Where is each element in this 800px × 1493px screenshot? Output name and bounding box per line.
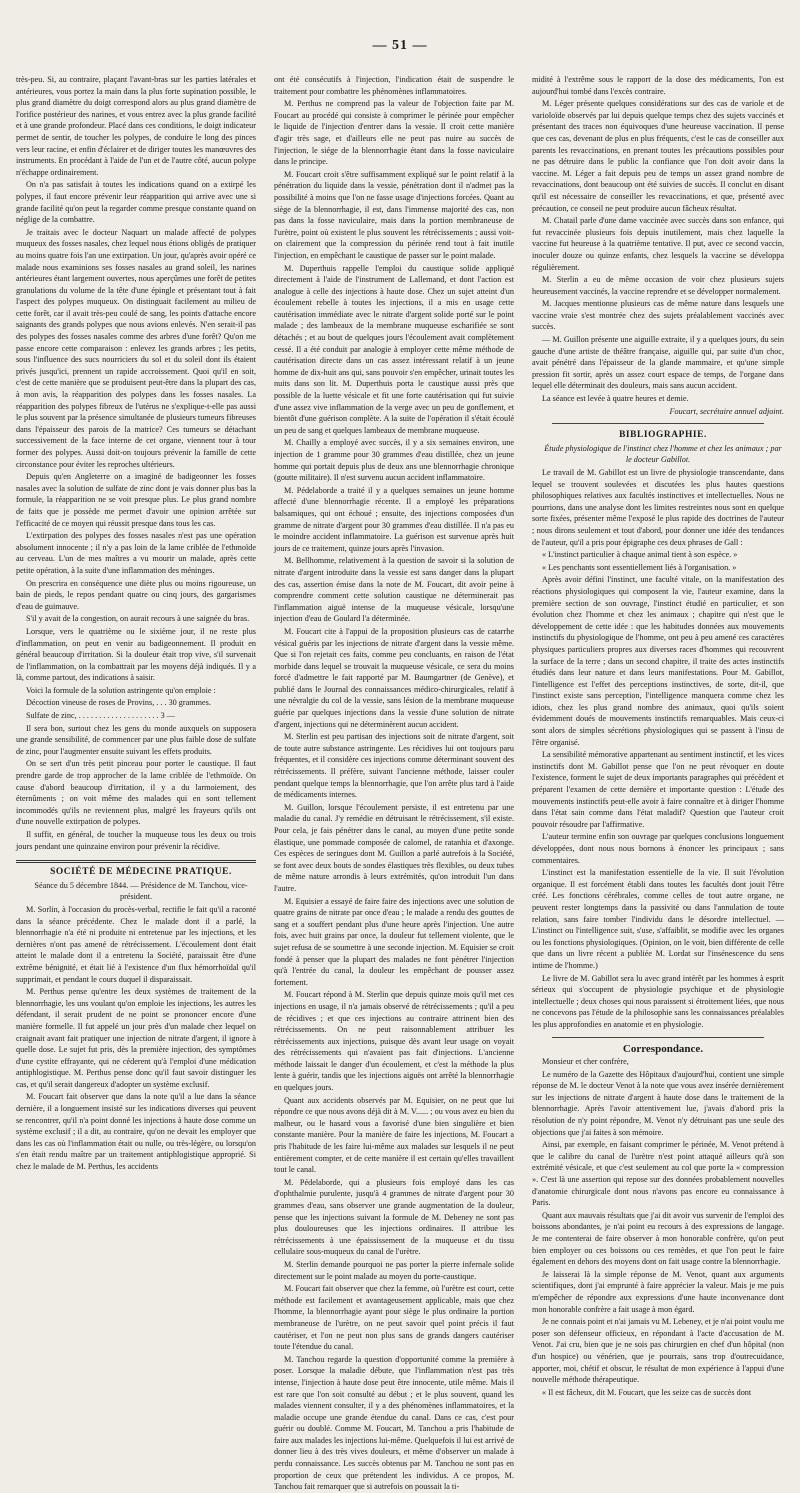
- paragraph: M. Sterlin est peu partisan des injections soit de nitrate d'argent, soit de toute autre substance astringente. Les récidives lui ont toujours paru fréquentes, et il considère ces injections comme déterminant souvent des rétrécissements. Il préfère, suivant l'ancienne méthode, laisser couler pendant quelque temps la blennorrhagie, que l'on arrête plus tard à l'aide de médicaments internes.: [274, 732, 514, 800]
- paragraph: La sensibilité mémorative appartenant au sentiment instinctif, et les vices instinctifs dont M. Gabillot pense que l'on ne peut révoquer en doute l'existence, forment le sujet de deux importants paragraphes qui précèdent et préparent l'examen de cette dernière et importante question : L'étude des mouvements instinctifs peut-elle avoir à faire connaître et à diriger l'homme dans l'état sain comme dans l'état maladif? Question que l'auteur croit pouvoir résoudre par l'affirmative.: [532, 750, 784, 829]
- column-3: [532, 74, 784, 1397]
- quote: « Les penchants sont essentiellement liés à l'organisation. »: [542, 562, 737, 572]
- paragraph: Quant aux accidents observés par M. Equisier, on ne peut que lui répondre ce que nous avons déjà dit à M. V...... ; ou vous avez eu bien du malheur, ou le hasard vous a favorisé d'une bien singulière et bien constante manière. Pour la manière de faire les injections, M. Foucart a pris l'habitude de les faire lui-même aux malades sur lesquels il ne peut entièrement compter, et de cette manière il est certain qu'elles travaillent tout le canal.: [274, 1095, 514, 1175]
- book-title: Étude physiologique de l'instinct chez l'homme et chez les animaux ; par le docteur Gabillot.: [544, 443, 782, 465]
- paragraph: M. Sorlin, à l'occasion du procès-verbal, rectifie le fait qu'il a raconté dans la séance précédente. Chez le malade dont il a parlé, la blennorrhagie n'a été ni produite ni entretenue par les injections, et les dernières n'ont pas amené de rétrécissement. L'écoulement dont était atteint le malade dont il a entretenu la Société, paraissait être d'une extrême bénignité, et était lié à l'existence d'un flux hémorrhoïdal qu'il supprimait, et pendant le cours duquel il disparaissait.: [16, 904, 256, 984]
- formula-line: Décoction vineuse de roses de Provins, . . . 30 grammes.: [26, 698, 211, 708]
- paragraph: M. Foucart fait observer que chez la femme, où l'urètre est court, cette méthode est facilement et avantageusement applicable, mais que chez l'homme, la blennorrhagie ayant pour siège le plus ordinaire la portion membraneuse de l'urètre, on ne peut savoir quel point précis il faut cautériser, et l'on ne peut non plus sans de grands dangers cautériser toute l'étendue du canal.: [274, 1284, 514, 1352]
- paragraph: Le travail de M. Gabillot est un livre de physiologie transcendante, dans lequel se trouvent soulevées et discutées les plus hautes questions philosophiques relatives aux facultés instinctives et intellectuelles. Nous ne pourrions, dans une analyse dont les limites restreintes nous sont en quelque sorte fixées, présenter même l'exposé le plus rapide des doctrines de l'auteur ; nous dirons seulement et tout d'abord, pour donner une idée des tendances de l'auteur, qu'il a pris pour épigraphe ces deux phrases de Gall :: [532, 468, 784, 547]
- page-number: — 51 —: [372, 38, 428, 53]
- paragraph: Le livre de M. Gabillot sera lu avec grand intérêt par les hommes à esprit sérieux qui s'occupent de physiologie psychique et de physiologie intellectuelle ; deux choses qui nous paraissent si étroitement liées, que nous ne concevons pas l'étude de la philosophie sans les connaissances préalables les plus approfondies en anatomie et en physiologie.: [532, 973, 784, 1029]
- paragraph: M. Foucart répond à M. Sterlin que depuis quinze mois qu'il met ces injections en usage, il n'a jamais observé de rétrécissements ; qu'il a peu de récidives ; et que ces injections au contraire attrinent bien des rétrécissements. On ne peut raisonnablement attribuer les rétrécissements aux injections, puisque dès avant leur usage on voyait des rétrécissements qui n'avaient pas fait d'injections. L'ancienne méthode laissait le danger d'un écoulement, et c'est la méthode la plus lente à guérir, tandis que les injections aiguës ont arrêté la blennorrhagie en quelques jours.: [274, 990, 514, 1093]
- paragraph: midité à l'extrême sous le rapport de la dose des médicaments, l'on est aujourd'hui tombé dans l'excès contraire.: [532, 75, 784, 96]
- paragraph: Il suffit, en général, de toucher la muqueuse tous les deux ou trois jours pendant une quinzaine environ pour prévenir la récidive.: [16, 830, 256, 851]
- paragraph: M. Pédelaborde a traité il y a quelques semaines un jeune homme affecté d'une blennorrhagie récente. Il a employé les préparations balsamiques, qui ont échoué ; ensuite, des injections composées d'un gramme de nitrate d'argent pour 30 grammes d'eau distillée. Il n'a pas eu le moindre accident inflammatoire. La guérison est survenue après huit jours de ce traitement, quinze jours après l'invasion.: [274, 485, 514, 553]
- paragraph: Le numéro de la Gazette des Hôpitaux d'aujourd'hui, contient une simple réponse de M. le docteur Venot à la note que vous avez insérée dernièrement sur les injections de nitrate d'argent à haute dose dans le traitement de la blennorrhagie. Après l'avoir attentivement lue, j'avais d'abord pris la résolution de n'y point répondre, M. Venot n'y détruisant pas une seule des objections que j'ai faites à son mémoire.: [532, 1069, 784, 1137]
- bibliography-title: BIBLIOGRAPHIE.: [619, 430, 707, 441]
- paragraph: Ainsi, par exemple, en faisant comprimer le périnée, M. Venot prétend à que le calibre du canal de l'urètre n'est point attaqué ailleurs qu'à son extrémité vésicale, et que c'est seulement au col que porte la « compression ». C'est là une assertion qui repose sur des données probablement nouvelles d'anatomie chirurgicale dont nous n'avons pas encore eu connaissance à Paris.: [532, 1140, 784, 1208]
- paragraph: M. Chailly a employé avec succès, il y a six semaines environ, une injection de 1 gramme pour 30 grammes d'eau distillée, chez un jeune homme qui portait depuis plus de deux ans une blennorrhagie chronique (goutte militaire). Il n'est survenu aucun accident inflammatoire.: [274, 438, 514, 483]
- paragraph: S'il y avait de la congestion, on aurait recours à une saignée du bras.: [26, 614, 250, 624]
- paragraph: M. Sterlin demande pourquoi ne pas porter la pierre infernale solide directement sur le point malade au moyen du porte-caustique.: [274, 1259, 514, 1281]
- paragraph: ont été consécutifs à l'injection, l'indication était de suspendre le traitement pour combattre les phénomènes inflammatoires.: [274, 75, 514, 96]
- paragraph: M. Duperthuis rappelle l'emploi du caustique solide appliqué directement à l'aide de l'instrument de Lallemand, et dont l'action est analogue à celle des injections à haute dose. Chez un sujet atteint d'un écoulement rebelle à toutes les injections, il a mis en usage cette cautérisation immédiate avec le nitrate d'argent solide porté sur le point malade ; des lambeaux de la membrane muqueuse escharifiée se sont détachés ; et au bout de quelques jours l'écoulement avait complètement cessé. Il a été conduit par analogie à employer cette même méthode de cautérisation directe dans un cas assez intéressant relatif à un jeune homme de dix-huit ans qui, sans pouvoir s'en empêcher, urinait toutes les nuits dans son lit. M. Duperthuis porta le caustique aussi près que possible de la luette vésicale et fit une forte cautérisation qui fut suivie d'une assez vive inflammation de la verge avec un peu de gonflement, et bientôt d'une guérison complète. A la suite de l'opération il s'était écoulé un peu de sang et quelques lambeaux de membrane muqueuse.: [274, 263, 514, 435]
- paragraph: très-peu. Si, au contraire, plaçant l'avant-bras sur les parties latérales et antérieures, vous portez la main dans la plus forte supination possible, le plus grand diamètre du doigt correspond alors au plus grand diamètre de l'orifice postérieur des narines, et vous entrez avec la plus grande facilité et à une grande profondeur. Placé dans ces conditions, le doigt indicateur permet de sentir, de toucher les polypes, de conduire le long des pinces vers leur racine, et enfin d'éclairer et de diriger toutes les manœuvres des instruments. En procédant à l'aide de l'un et de l'autre côté, aucun polype n'échappe ordinairement.: [16, 75, 256, 177]
- paragraph: Je ne connais point et n'ai jamais vu M. Lebeney, et je n'ai point voulu me poser son défenseur officieux, en répondant à l'acte d'accusation de M. Venot. J'ai cru, bien que je ne sois pas chirurgien en chef d'un hôpital (non d'un hospice) ou vénérien, que je pourrais, sans trop d'outrecuidance, apporter, moi, chétif et obscur, le résultat de mon expérience à l'appui d'une nouvelle méthode thérapeutique.: [532, 1317, 784, 1385]
- paragraph: M. Equisier a essayé de faire faire des injections avec une solution de quatre grains de nitrate par once d'eau ; le malade a rendu des gouttes de sang et a souffert pendant plus d'une heure après l'injection. Une autre fois, avec huit grains par once, la douleur fut tellement violente, que le sujet refusa de se soumettre à une seconde injection. M. Equisier se croit fondé à penser que la plupart des malades ne font pénétrer l'injection qu'à l'entrée du canal, la douleur les empêchant de pousser assez fortement.: [274, 896, 514, 987]
- paragraph: Quant aux mauvais résultats que j'ai dit avoir vus survenir de l'emploi des boissons abondantes, je n'ai point eu recours à des expressions de langage. Je me contenterai de faire observer à mon honorable confrère, qu'on peut bien employer ou ces boissons ou ces remèdes, et que l'on peut le faire également en dehors des moyens dont on fait usage contre la blennorrhagie.: [532, 1210, 784, 1267]
- secretary-signature: Foucart, secrétaire annuel adjoint.: [669, 406, 784, 416]
- paragraph: On prescrira en conséquence une diète plus ou moins rigoureuse, un bain de pieds, le repos pendant quatre ou cinq jours, des gargarismes d'eau de guimauve.: [16, 578, 256, 611]
- paragraph: L'instinct est la manifestation essentielle de la vie. Il suit l'évolution organique. Il est forcément établi dans toutes les facultés dont jouit l'être créé. Les fonctions cérébrales, comme celles de tout autre organe, ne peuvent rester longtemps dans la passivité ou dans l'annulation de toute relation, sans faire tomber l'individu dans le désordre intellectuel. — L'instinct ou l'intelligence suit, s'use, s'affaiblit, se modifie avec les organes ou les fonctions physiologiques. (Opinion, on le voit, bien différente de celle que dans un livre récent a publiée M. Lordat sur l'insénescence du sens intime de l'homme.): [532, 868, 784, 970]
- paragraph: M. Perthus ne comprend pas la valeur de l'objection faite par M. Foucart au procédé qui consiste à comprimer le périnée pour empêcher le liquide de l'injection d'entrer dans la vessie. Il croit cette manière d'agir très sage, et d'ailleurs elle ne peut pas nuire au succès de l'injection, le siége de la blennorrhagie étant dans la fosse naviculaire dans le principe.: [274, 99, 514, 167]
- paragraph: Lorsque, vers le quatrième ou le sixième jour, il ne reste plus d'inflammation, on peut en venir au badigeonnement. Il produit en général beaucoup d'irritation. Si la douleur était trop vive, s'il survenait de l'inflammation, on la combattrait par les moyens déjà indiqués. Il y a là, comme partout, des indications à saisir.: [16, 626, 256, 683]
- paragraph: Je laisserai là la simple réponse de M. Venot, quant aux arguments scientifiques, dont j'ai emprunté à faire apprécier la valeur. Mais je me puis m'empêcher de répondre aux expressions d'une haute inconvenance dont mon honorable confrère a fait usage à mon égard.: [532, 1269, 784, 1314]
- paragraph: L'auteur termine enfin son ouvrage par quelques conclusions longuement développées, dont nous nous bornons à énoncer les principaux ; sans commentaires.: [532, 832, 784, 865]
- paragraph: M. Foucart fait observer que dans la note qu'il a lue dans la séance dernière, il a longuement insisté sur les indications diverses qui peuvent se rencontrer, qu'il n'a point donné les injections à haute dose comme un système exclusif ; il a dit, au contraire, qu'on ne devait les employer que dans les cas où l'inflammation était ou nulle, ou très-légère, ou lorsqu'on s'en était rendu maître par un traitement antiphlogistique approprié. Si chez le malade de M. Perthus, les accidents: [16, 1092, 256, 1172]
- page-header: [0, 36, 800, 54]
- paragraph: M. Sterlin a eu de même occasion de voir chez plusieurs sujets heureusement vaccinés, la vaccine reprendre et se développer normalement.: [532, 275, 784, 296]
- paragraph: M. Perthus pense qu'entre les deux systèmes de traitement de la blennorrhagie, les uns voulant qu'on emploie les injections, les autres les défendant, il serait prudent de ne point se prononcer encore d'une manière formelle. Il fut appelé un jour près d'un malade chez lequel on craignait avant fait pratiquer une injection de nitrate d'argent, il ignore à quelle dose. Le sujet fut pris, dès la première injection, des symptômes d'une cystite effrayante, qui ne céderent qu'à l'emploi d'une médication antiphlogistique. M. Perthus pense donc qu'il faut savoir distinguer les cas, et qu'il serait dangereux d'adopter un système exclusif.: [16, 987, 256, 1089]
- paragraph: M. Chatail parle d'une dame vaccinée avec succès dans son enfance, qui fut revaccinée plusieurs fois depuis inutilement, mais chez laquelle la vaccine fut heureuse à la quatrième tentative. Il put, avec ce second vaccin, inoculer douze ou quinze enfants, chez lesquels la vaccine se développa régulièrement.: [532, 216, 784, 272]
- paragraph: On se sert d'un très petit pinceau pour porter le caustique. Il faut prendre garde de trop approcher de la lame criblée de l'ethmoïde. On cause d'abord beaucoup d'irritation, il y a du larmoiement, des éternûments ; on voit même des malades qui en sont tellement incommodés qu'ils ne reviennent plus, malgré les frayeurs qu'ils ont d'une nouvelle extirpation de polypes.: [16, 759, 256, 827]
- paragraph: On n'a pas satisfait à toutes les indications quand on a extirpé les polypes, il faut encore prévenir leur réapparition qui arrive avec une si grande facilité qu'on peut la regarder comme presque constante quand on néglige de la combattre.: [16, 180, 256, 225]
- paragraph: Depuis qu'en Angleterre on a imaginé de badigeonner les fosses nasales avec la solution de sulfate de zinc dont je vais donner plus bas la formule, la réapparition ne se voit presque plus. Le plus grand nombre de faits que je possède me permet d'avoir une opinion arrêtée sur l'efficacité de ce moyen qui réussit presque dans tous les cas.: [16, 472, 256, 528]
- paragraph: L'extirpation des polypes des fosses nasales n'est pas une opération absolument innocente ; il n'y a pas loin de la lame criblée de l'ethmoïde au cerveau. L'un de mes maîtres a vu mourir un malade, après cette petite opération, à la suite d'une inflammation des méninges.: [16, 531, 256, 575]
- quote: « L'instinct particulier à chaque animal tient à son espèce. »: [542, 550, 738, 560]
- paragraph: « Il est fâcheux, dit M. Foucart, que les seize cas de succès dont: [542, 1387, 752, 1397]
- paragraph: — M. Guillon présente une aiguille extraite, il y a quelques jours, du sein gauche d'une artiste de théâtre française, aiguille qui, par suite d'un choc, avait pénétré dans l'épaisseur de la glande mammaire, et qu'une simple pression fit sortir, après un assez court espace de temps, de l'organe dans lequel elle déterminait des douleurs, mais sans aucun accident.: [532, 335, 784, 391]
- paragraph: M. Foucart croit s'être suffisamment expliqué sur le point relatif à la pénétration du liquide dans la vessie, pénétration dont il n'admet pas la possibilité à moins que l'on ne fasse usage d'injections forcées. Quant au siège de la blennorrhagie, il est, dans l'immense majorité des cas, non pas dans la fosse naviculaire, mais dans la portion membraneuse de l'urètre, point où existent le plus souvent les rétrécissements ; aussi voit-on clairement que la compression du périnée rend tout à fait inutile l'injection, en empêchant le caustique de passer sur le point malade.: [274, 169, 514, 260]
- paragraph: M. Bellhomme, relativement à la question de savoir si la solution de nitrate d'argent introduite dans la vessie est sans danger dans la plupart des cas, assertion émise dans la note de M. Foucart, dit avoir peine à comprendre comment cette solution caustique ne déterminerait pas l'inflammation aiguë intense de la muqueuse vésicale, lorsqu'une injection d'eau de Goulard l'a déterminée.: [274, 556, 514, 624]
- paragraph: M. Guillon, lorsque l'écoulement persiste, il est entretenu par une maladie du canal. J'y remédie en détruisant le rétrécissement, s'il existe. Pour cela, je fais pénétrer dans le canal, au moyen d'une petite sonde élastique, une pommade composée de calomel, de ratanhia et d'axonge. Ces espèces de seringues dont M. Guillon a parlé autrefois à la Société, se font avec deux bouts de sondes élastiques très flexibles, ou deux tubes de même nature arrondis à leurs extrémités, qu'on introduit l'un dans l'autre.: [274, 802, 514, 893]
- correspondence-title: Correspondance.: [622, 1042, 704, 1055]
- paragraph: M. Foucart cite à l'appui de la proposition plusieurs cas de catarrhe vésical guéris par les injections de nitrate d'argent dans la vessie même. Que si l'on rejetait ces faits, comme peu concluants, en raison de l'état morbide dans lequel se trouvait la muqueuse vésicale, ce sera du moins forcé d'admettre le fait rapporté par M. Baumgartner (de Genève), et publié dans le Journal des connaissances médico-chirurgicales, relatif à une névralgie du col de la vessie, sans lésion de la membrane muqueuse guérie par quelques injections dans la vessie d'une solution de nitrate d'argent, injections qui ne déterminèrent aucun accident.: [274, 626, 514, 729]
- paragraph: M. Tanchou regarde la question d'opportunité comme la première à poser. Lorsque la maladie débute, que l'inflammation n'est pas très intense, l'injection à haute dose peut être innocente, utile même. Mais il est rare que l'on soit consulté au début ; et le plus souvent, quand les malades viennent consulter, il y a des phénomènes inflammatoires, et la maladie occupe une grande étendue du canal. Dans ce cas, c'est pour guérir ou doublé. Comme M. Foucart, M. Tanchou a pris l'habitude de faire aux malades les injections lui-même. Quelquefois il lui est arrivé de donner lieu à des très vives douleurs, et même d'observer un malade à perdu connaissance. Les succès obtenus par M. Tanchou ne sont pas en proportion de ceux que prétendent les individus. A ce propos, M. Tanchou fait remarquer que si autrefois on poussait la ti-: [274, 1354, 514, 1492]
- paragraph: M. Pédelaborde, qui a plusieurs fois employé dans les cas d'ophthalmie purulente, jusqu'à 4 grammes de nitrate d'argent pour 30 grammes d'eau, sans observer une grande augmentation de la douleur, pense que les injections suivant la formule de M. Debeney ne sont pas plus douloureuses que les injections ordinaires. Il attribue les rétrécissements à une épaississement de la muqueuse et du tissu cellulaire sous-muqueux du canal de l'urètre.: [274, 1177, 514, 1257]
- paragraph: Je traitais avec le docteur Naquart un malade affecté de polypes muqueux des fosses nasales, chez lequel nous étions obligés de pratiquer au moins quatre fois l'an une extirpation. Un jour, qu'après avoir opéré ce malade nous examinions ses fosses nasales au grand soleil, les narines antérieures étant largement ouvertes, nous aperçûmes une forêt de petites granulations du volume de la tête d'une épingle et présentant tout à fait l'aspect des polypes muqueux. On distinguait facilement au milieu de cette forêt, car il avait très-peu coulé de sang, les points d'attache encore saignants des grands polypes que nous avions enlevés. N'en serait-il pas des polypes des fosses nasales comme des arbres d'une forêt? Qu'on me passe encore cette comparaison : enlevez les grands arbres ; les petits, sous l'influence des sucs nourriciers du sol et du soleil dont ils étaient privés jusqu'ici, prennent un rapide accroissement. Quoi qu'il en soit, c'est de cette manière que se produisent peut-être dans la plupart des cas, à mon avis, la réapparition des polypes dans les fosses nasales. La réapparition des polypes fibreux de l'utérus ne s'explique-t-elle pas aussi le plus souvent par la présence simultanée de plusieurs tumeurs fibreuses dans l'épaisseur des parois de la matrice? Ces tumeurs se détachant successivement de la face interne de cet organe, viennent tour à tour former des polypes. Aussi doit-on toujours prévenir la famille de cette circonstance pour éviter les reproches ultérieurs.: [16, 227, 256, 469]
- paragraph: La séance est levée à quatre heures et demie.: [542, 394, 689, 404]
- section-divider: [16, 860, 256, 863]
- column-2: [274, 74, 514, 1492]
- paragraph: M. Léger présente quelques considérations sur des cas de variole et de varioloïde observés par lui depuis quelque temps chez des sujets vaccinés et présentant des traces non équivoques d'une heureuse vaccination. Il pense que ces cas, devenant de plus en plus fréquents, c'est le cas de conseiller aux parents les revaccinations, en prenant toutes les précautions possibles pour ne pas détruire dans le public la confiance que l'on doit avoir dans la vaccine. M. Léger a fait depuis peu de temps un assez grand nombre de revaccinations, dont beaucoup ont été suivies de succès. Il conclut en disant qu'il est nécessaire de conseiller les revaccinations, et que, présenté avec précaution, ce conseil ne peut produire aucun fâcheux résultat.: [532, 99, 784, 213]
- section-divider: [552, 423, 764, 424]
- paragraph: Il sera bon, surtout chez les gens du monde auxquels on supposera une grande sensibilité, de commencer par une plus faible dose de sulfate de zinc, pour l'augmenter ensuite suivant les effets produits.: [16, 723, 256, 756]
- section-divider: [552, 1037, 764, 1038]
- paragraph: Après avoir défini l'instinct, une faculté vitale, on la manifestation des réactions physiologiques qui composent la vie, l'auteur examine, dans la première section de son ouvrage, l'instinct étudié en particulier, et son évolution chez l'homme et chez les animaux ; chapitre qui n'est que le développement de cette idée : que les habitudes données aux mouvements instinctifs du physiologique de l'homme, ont peu à peu amené ces caractères physiques particuliers propres aux diverses races d'hommes qui recouvrent la surface de la terre ; dans un second chapitre, il traite des actes instinctifs étudiés dans leur nature et dans leurs manifestations. Pour M. Gabillot, l'intelligence est l'effet des perceptions instinctives, de sorte, dit-il, que l'instinct existe sans perception, l'intelligence manquera comme chez les idiots, chez les plus grand nombre des animaux, quoi qu'ils soient évidemment doués de mouvements instinctifs remarquables. Mais ceux-ci sont alors de simples sécrétions physiologiques qui se passent à l'insu de l'être organisé.: [532, 575, 784, 747]
- society-title: SOCIÉTÉ DE MÉDECINE PRATIQUE.: [50, 867, 232, 878]
- society-session: Séance du 5 décembre 1844. — Présidence de M. Tanchou, vice-président.: [34, 880, 248, 902]
- formula-line: Sulfate de zinc, . . . . . . . . . . . . . . . . . . . . 3 —: [26, 711, 175, 721]
- paragraph: Monsieur et cher confrère,: [542, 1057, 629, 1067]
- paragraph: M. Jacques mentionne plusieurs cas de même nature dans lesquels une vaccine vraie s'est montrée chez des sujets préalablement vaccinés avec succès.: [532, 299, 784, 332]
- paragraph: Voici la formule de la solution astringente qu'on emploie :: [26, 685, 216, 695]
- column-1: [16, 74, 256, 1180]
